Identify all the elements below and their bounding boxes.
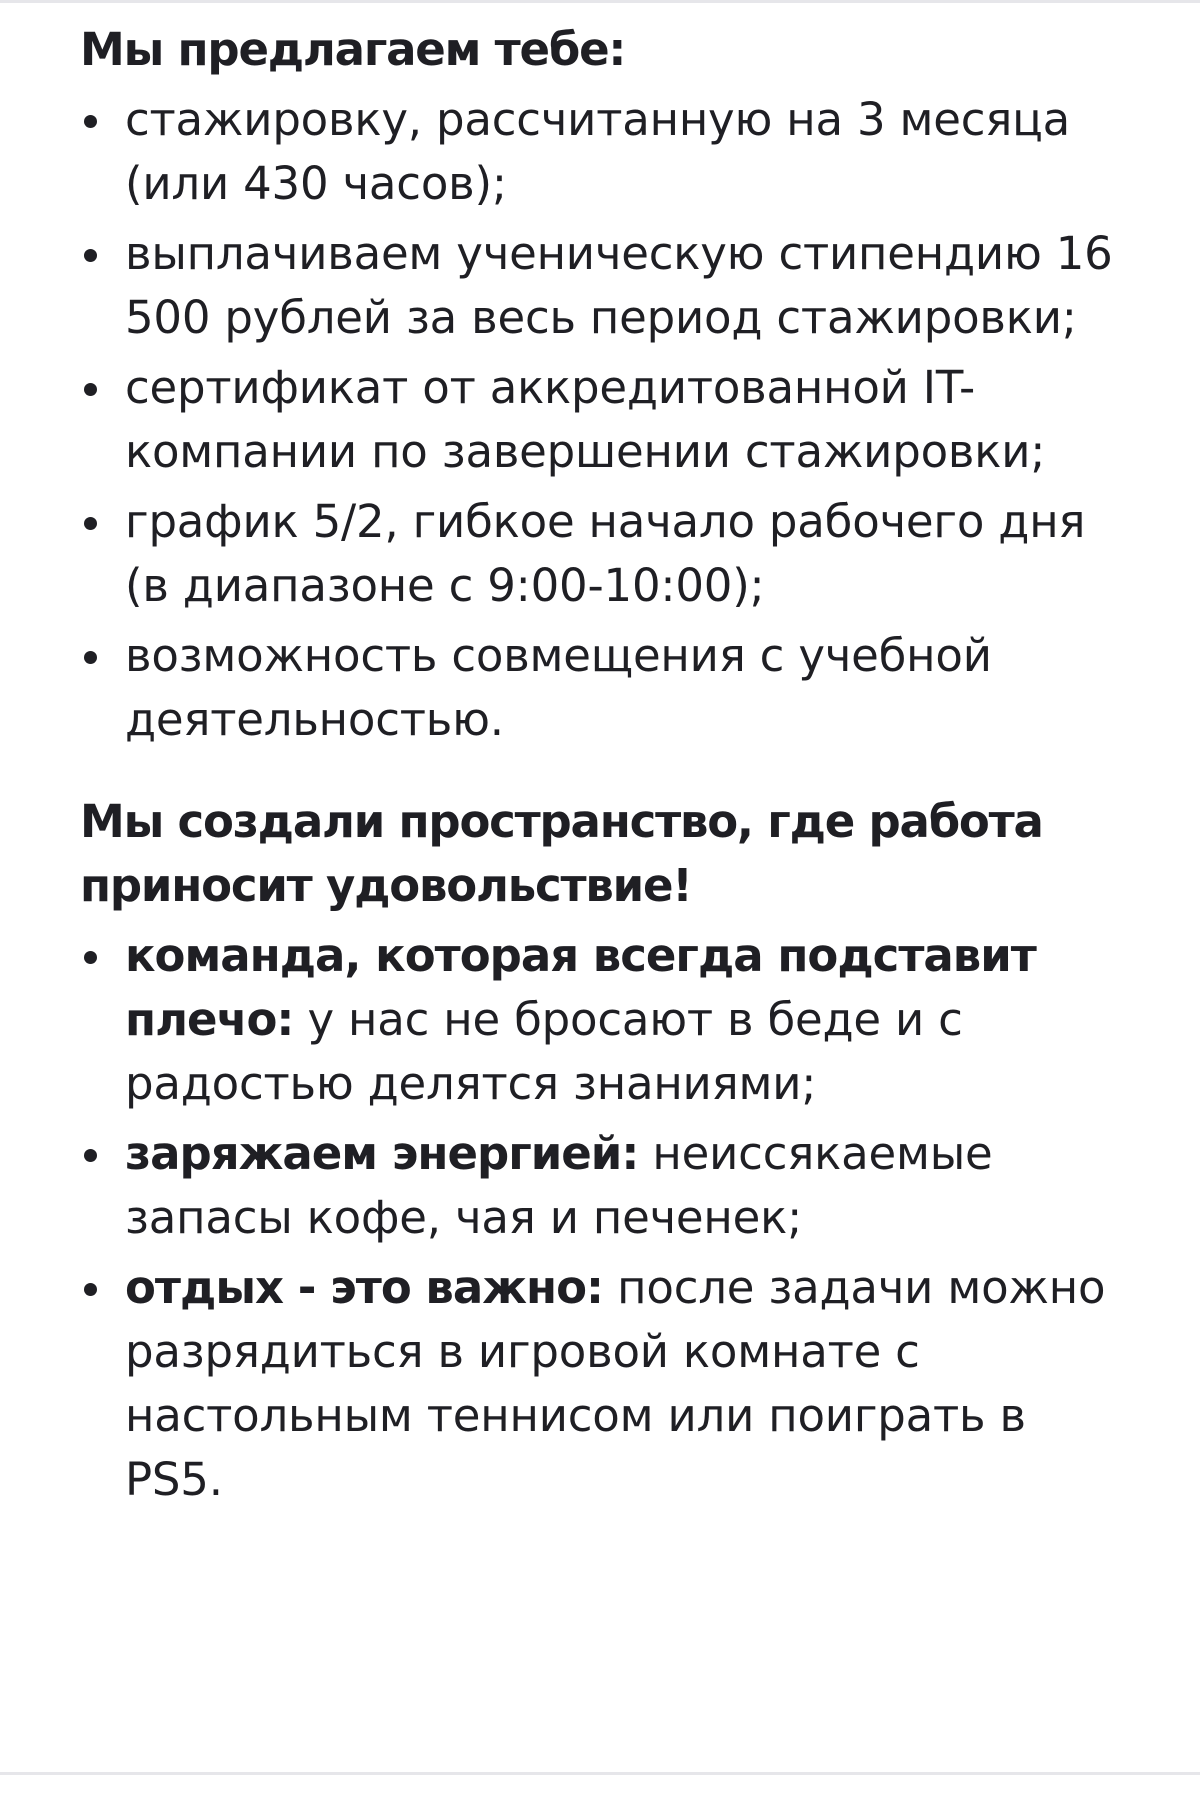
vacancy-content <box>80 18 1120 1512</box>
bottom-divider <box>0 1772 1200 1775</box>
list-item-energy-text: неиссякаемые запасы кофе, чая и печенек; <box>125 1127 993 1244</box>
list-item-team-lead: команда, которая всегда подставит плечо: <box>125 929 1036 1046</box>
list-item-stipend: выплачиваем ученическую стипендию 16 500 рублей за весь период стажировки; <box>80 222 1120 350</box>
list-item-energy-lead: заряжаем энергией: <box>125 1127 639 1180</box>
offer-heading: Мы предлагаем тебе: <box>80 23 626 76</box>
space-list <box>80 924 1120 1512</box>
list-item-internship: стажировку, рассчитанную на 3 месяца (или 430 часов); <box>80 88 1120 216</box>
list-item-certificate: сертификат от аккредитованной IT-компании по завершении стажировки; <box>80 356 1120 484</box>
list-item-rest-lead: отдых - это важно: <box>125 1261 604 1314</box>
list-item-energy <box>80 1122 1120 1250</box>
space-heading: Мы создали пространство, где работа приносит удовольствие! <box>80 795 1043 912</box>
list-item-schedule: график 5/2, гибкое начало рабочего дня (в диапазоне с 9:00-10:00); <box>80 490 1120 618</box>
list-item-team <box>80 924 1120 1116</box>
top-divider <box>0 0 1200 3</box>
list-item-study-combination: возможность совмещения с учебной деятельностью. <box>80 624 1120 752</box>
list-item-rest-text: после задачи можно разрядиться в игровой комнате с настольным теннисом или поиграть в PS5. <box>125 1261 1106 1506</box>
offer-list <box>80 88 1120 752</box>
list-item-team-text: у нас не бросают в беде и с радостью делятся знаниями; <box>125 993 963 1110</box>
list-item-rest <box>80 1256 1120 1512</box>
